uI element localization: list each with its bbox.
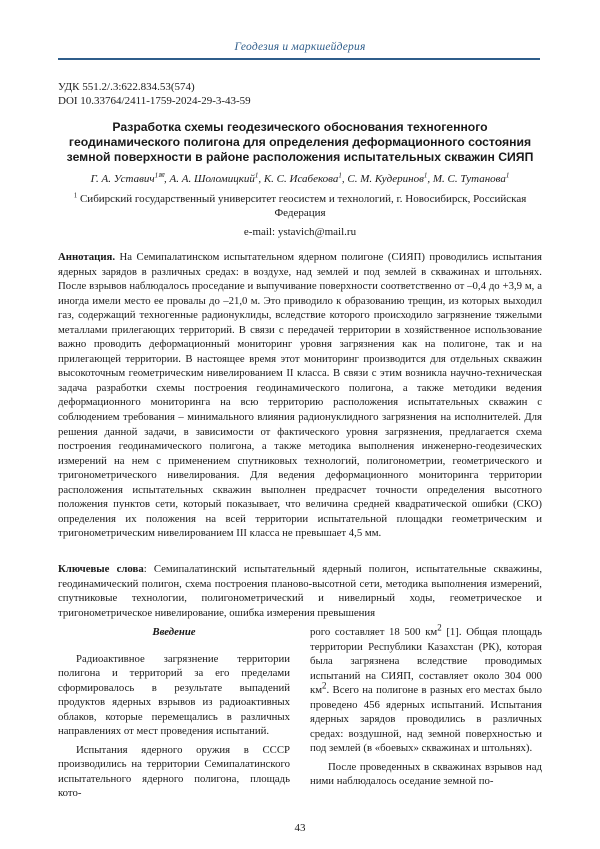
udk-code: УДК 551.2/.3:622.834.53(574) (58, 81, 195, 93)
affiliation (58, 192, 542, 220)
abstract-text: На Семипалатинском испытательном ядерном полигоне (СИЯП) проводились испытания ядерных зарядов в различных средах: в воздухе, над землей и под землей в скважинах и штольнях. После взрывов наблюдалось проседание и выпучивание поверхности соответственно от –0,4 до +3,9 м, а иногда имели место ее провалы до –21,0 м. Это приводило к образованию трещин, из которых выходил газ, содержащий техногенные радионуклиды, вследствие которого происходило загрязнение тяжелыми металлами прилегающих территорий. В связи с передачей территории в хозяйственное использование важно проводить деформационный мониторинг уровня загрязнения как на полигоне, так и на прилегающей территории. В настоящее время этот мониторинг производится для отдельных скважин высокоточным геометрическим нивелированием II класса. В связи с этим возникла научно-техническая задача разработки схемы построения геодинамического полигона, а также методики ведения деформационного мониторинга на всю территорию расположения испытательных скважин с соблюдением требования – минимального влияния радионуклидного загрязнения на исполнителей. Для решения данной задачи, в зависимости от фактического уровня загрязнения, предлагается схема построения геодинамического полигона, а также методика выполнения инженерно-геодезических измерений на нем с применением спутниковых технологий, полигонометрии, геометрического и тригонометрического нивелирования. Для ведения деформационного мониторинга территории расположения испытательных скважин выполнен предрасчет точности определения высотного положения пунктов сети, который показывает, что величина средней квадратической ошибки (СКО) определения их положения на всей территории испытательной площадки геометрическим и тригонометрическим нивелированием III класса не превышает 4,5 мм. (58, 251, 542, 540)
author-name: К. С. Исабекова (263, 173, 339, 185)
author-affil-mark: 1 (254, 171, 259, 180)
author-name: Г. А. Уставич (90, 173, 155, 185)
journal-header: Геодезия и маркшейдерия (234, 41, 366, 53)
author-list: Г. А. Уставич$^{1✉}$, А. А. Шоломицкий$^1$, К. С. Исабекова$^1$, С. М. Кудеринов$^1$, М. С. Тутанова$^1$ (90, 171, 510, 185)
abstract-label: Аннотация. (58, 251, 116, 263)
body-paragraph: Испытания ядерного оружия в СССР производились на территории Семипалатинского испытательного ядерного полигона, площадь кото- (58, 743, 290, 800)
body-paragraph: После проведенных в скважинах взрывов над ними наблюдалось оседание земной по- (310, 760, 542, 788)
body-text: [1]. Общая площадь территории Республики Казахстан (РК), которая была загрязнена вследствие проводимых испытаний на СИЯП, составляет около 304 000 км (310, 626, 542, 697)
superscript: 2 (322, 680, 327, 691)
body-column-right (310, 622, 542, 793)
section-heading-introduction: Введение (152, 626, 196, 638)
body-text: . Всего на полигоне в разных его местах было проведено 456 ядерных испытаний. Испытания ядерных зарядов проводились в различных средах: воздушной, над земной поверхностью и под землей (в «боевых» скважинах и штольнях). (310, 684, 542, 755)
author-affil-mark: 1 (505, 171, 510, 180)
doi: DOI 10.33764/2411-1759-2024-29-3-43-59 (58, 95, 251, 107)
author-affil-mark: 1✉ (154, 171, 165, 180)
contact-email[interactable]: e-mail: ystavich@mail.ru (243, 226, 357, 238)
page-number: 43 (294, 822, 306, 834)
keywords (58, 562, 542, 620)
author-name: С. М. Кудеринов (347, 173, 424, 185)
body-text: рого составляет 18 500 км (310, 626, 438, 638)
keywords-text: : Семипалатинский испытательный ядерный полигон, испытательные скважины, геодинамический полигон, схема построения планово-высотной сети, методика выполнения измерений, спутниковые технологии, полигонометрический и нивелирный ходы, геометрическое и тригонометрическое нивелирование, ошибка измерения превышения (58, 563, 543, 619)
author-affil-mark: 1 (338, 171, 342, 180)
superscript: 2 (437, 622, 442, 633)
body-paragraph (310, 622, 542, 756)
body-paragraph: Радиоактивное загрязнение территории полигона и территорий за его пределами сформировалось в результате выпадений продуктов ядерных взрывов из радиоактивных облаков, которые перемещались в различных направлениях от мест проведения испытаний. (58, 652, 290, 738)
header-rule (58, 58, 540, 60)
author-name: А. А. Шоломицкий (169, 173, 255, 185)
affiliation-mark: 1 (73, 191, 78, 200)
article-meta (58, 80, 251, 108)
affiliation-text: Сибирский государственный университет геосистем и технологий, г. Новосибирск, Российская Федерация (79, 193, 527, 219)
author-affil-mark: 1 (423, 171, 428, 180)
author-name: М. С. Тутанова (432, 173, 506, 185)
keywords-label: Ключевые слова (58, 563, 144, 575)
body-column-left (58, 625, 290, 805)
article-title: Разработка схемы геодезического обоснования техногенного геодинамического полигона для определения деформационного состояния земной поверхности в районе расположения испытательных скважин СИЯП (66, 120, 534, 164)
abstract (58, 250, 542, 541)
